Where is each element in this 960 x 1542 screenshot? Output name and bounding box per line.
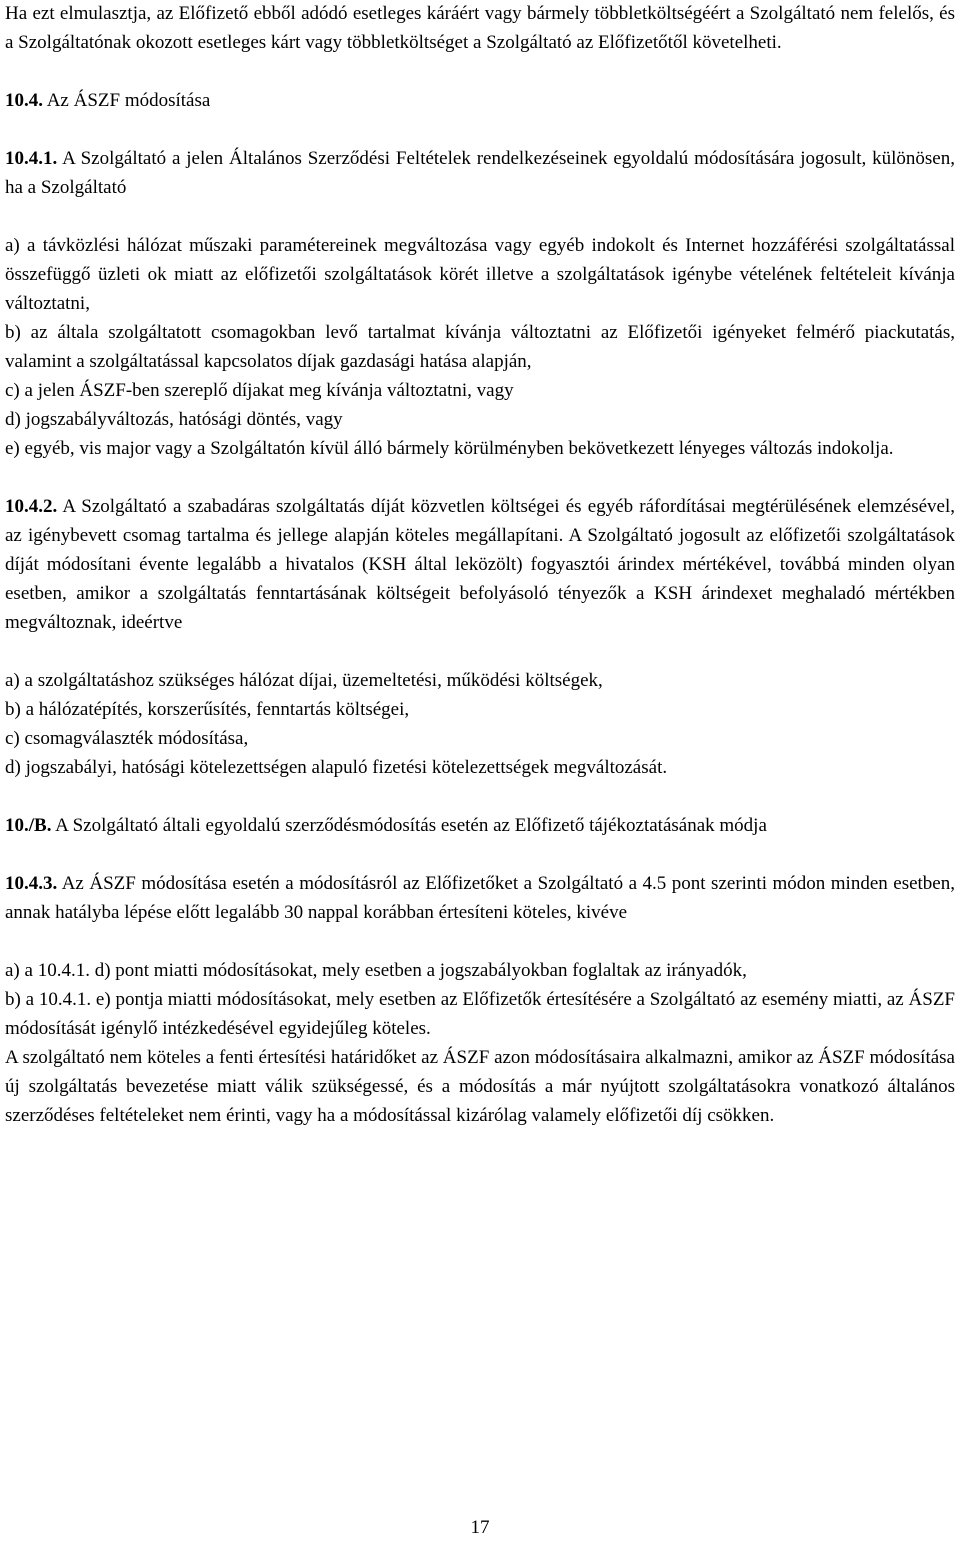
paragraph-text: A Szolgáltató általi egyoldalú szerződésmódosítás esetén az Előfizető tájékoztatásának módja: [51, 815, 767, 836]
section-heading-10-4: [5, 86, 955, 115]
intro-paragraph: Ha ezt elmulasztja, az Előfizető ebből adódó esetleges káráért vagy bármely többletköltségéért a Szolgáltató nem felelős, és a Szolgáltatónak okozott esetleges kárt vagy többletköltséget a Szolgáltató az Előfizetőtől követelheti.: [5, 3, 955, 53]
list-item: b) a 10.4.1. e) pontja miatti módosításokat, mely esetben az Előfizetők értesítésére a Szolgáltató az esemény miatti, az ÁSZF módosítását igénylő intézkedésével egyidejűleg köteles.: [5, 989, 955, 1039]
section-number: 10.4.: [5, 90, 43, 111]
list-item: e) egyéb, vis major vagy a Szolgáltatón kívül álló bármely körülményben bekövetkezett lényeges változás indokolja.: [5, 438, 894, 459]
list-item: a) a távközlési hálózat műszaki paramétereinek megváltozása vagy egyéb indokolt és Internet hozzáférési szolgáltatással összefüggő üzleti ok miatt az előfizetői szolgáltatások körét illetve a szolgáltatások igénybe vételének feltételeit kívánja változtatni,: [5, 235, 955, 314]
closing-paragraph: A szolgáltató nem köteles a fenti értesítési határidőket az ÁSZF azon módosításaira alkalmazni, amikor az ÁSZF módosítása új szolgáltatás bevezetése miatt válik szükségessé, és a módosítás a már nyújtott szolgáltatásokra vonatkozó általános szerződéses feltételeket nem érinti, vagy ha a módosítással kizárólag valamely előfizetői díj csökken.: [5, 1047, 955, 1126]
section-number: 10./B.: [5, 815, 52, 836]
section-number: 10.4.2.: [5, 496, 58, 517]
list-item: d) jogszabályi, hatósági kötelezettségen alapuló fizetési kötelezettségek megváltozását.: [5, 757, 668, 778]
section-title: Az ÁSZF módosítása: [43, 90, 211, 111]
list-item: b) a hálózatépítés, korszerűsítés, fenntartás költségei,: [5, 699, 410, 720]
paragraph-10-4-1: [5, 144, 955, 202]
paragraph-10-4-2: [5, 492, 955, 637]
list-item: a) a szolgáltatáshoz szükséges hálózat díjai, üzemeltetési, működési költségek,: [5, 670, 603, 691]
list-item: c) a jelen ÁSZF-ben szereplő díjakat meg kívánja változtatni, vagy: [5, 380, 514, 401]
list-item: b) az általa szolgáltatott csomagokban levő tartalmat kívánja változtatni az Előfizetői igényeket felmérő piackutatás, valamint a szolgáltatással kapcsolatos díjak gazdasági hatása alapján,: [5, 322, 955, 372]
paragraph-text: A Szolgáltató a szabadáras szolgáltatás díját közvetlen költségei és egyéb ráfordításai megtérülésének elemzésével, az igénybevett csomag tartalma és jellege alapján köteles megállapítani. A Szolgáltató jogosult az előfizetői szolgáltatások díját módosítani évente legalább a hivatalos (KSH által leközölt) fogyasztói árindex mértékével, továbbá minden olyan esetben, amikor a szolgáltatás fenntartásának költségeit befolyásoló tényezők a KSH árindexet meghaladó mértékben megváltoznak, ideértve: [5, 496, 955, 633]
paragraph-text: Az ÁSZF módosítása esetén a módosításról az Előfizetőket a Szolgáltató a 4.5 pont szerinti módon minden esetben, annak hatályba lépése előtt legalább 30 nappal korábban értesíteni köteles, kivéve: [5, 873, 955, 923]
list-item: c) csomagválaszték módosítása,: [5, 728, 249, 749]
document-page: [5, 0, 955, 1130]
page-number: 17: [470, 1517, 490, 1538]
paragraph-10-4-3: [5, 869, 955, 927]
section-number: 10.4.1.: [5, 148, 58, 169]
paragraph-text: A Szolgáltató a jelen Általános Szerződési Feltételek rendelkezéseinek egyoldalú módosítására jogosult, különösen, ha a Szolgáltató: [5, 148, 955, 198]
paragraph-10-b: [5, 811, 955, 840]
list-item: a) a 10.4.1. d) pont miatti módosításokat, mely esetben a jogszabályokban foglaltak az irányadók,: [5, 960, 747, 981]
section-number: 10.4.3.: [5, 873, 58, 894]
list-item: d) jogszabályváltozás, hatósági döntés, vagy: [5, 409, 343, 430]
